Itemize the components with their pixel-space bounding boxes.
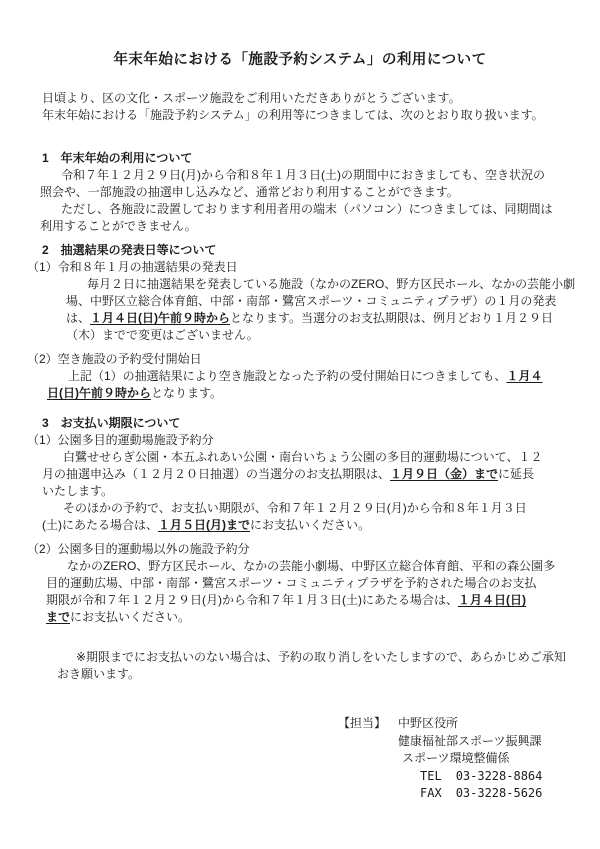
contact-department: 健康福祉部スポーツ振興課 xyxy=(398,733,542,748)
tel-number: 03-3228-8864 xyxy=(455,768,543,783)
paragraph-line: 令和７年１２月２９日(月)から令和８年１月３日(土)の期間中におきましても、空き状況の xyxy=(61,168,545,182)
contact-fax-line xyxy=(420,785,600,803)
paragraph-line xyxy=(47,368,600,385)
deadline-highlight: １月９日（金）まで xyxy=(390,467,499,481)
paragraph-line xyxy=(42,517,600,534)
text-run: にお支払いください。 xyxy=(70,610,191,624)
contact-unit: スポーツ環境整備係 xyxy=(402,751,510,765)
payment-warning-note xyxy=(57,649,600,683)
contact-block xyxy=(338,715,600,803)
note-line-2: おき願います。 xyxy=(57,667,141,681)
section-1-heading: 1 年末年始の利用について xyxy=(42,151,193,165)
contact-label: 【担当】 xyxy=(338,716,387,730)
intro-line-2: 年末年始における「施設予約システム」の利用等につきましては、次のとおり取り扱います。 xyxy=(42,108,544,122)
paragraph-line xyxy=(66,310,600,327)
text-run: 上記（1）の抽選結果により空き施設となった予約の受付開始日につきましても、 xyxy=(68,369,507,383)
paragraph-line xyxy=(46,592,600,609)
section-2-item-2-heading: （2）空き施設の予約受付開始日 xyxy=(27,352,202,366)
section-1-paragraph-1 xyxy=(40,167,600,201)
tel-label: TEL xyxy=(420,768,442,783)
text-run: 期限が令和７年１２月２９日(月)から令和７年１月３日(土)にあたる場合は、 xyxy=(46,593,458,607)
section-3-item-2-body xyxy=(46,558,600,626)
contact-line-org xyxy=(338,715,600,733)
section-3-item-1-paragraph-1 xyxy=(42,449,600,500)
deadline-highlight: 日(日)午前９時から xyxy=(47,386,151,400)
paragraph-line: いたします。 xyxy=(42,484,114,498)
deadline-highlight: １月４日(日) xyxy=(458,593,526,607)
paragraph-line: 場、中野区立総合体育館、中部・南部・鷺宮スポーツ・コミュニティプラザ）の１月の発表 xyxy=(66,294,557,308)
document-title: 年末年始における「施設予約システム」の利用について xyxy=(113,52,487,68)
deadline-highlight: まで xyxy=(46,610,71,624)
paragraph-line: 照会や、一部施設の抽選申し込みなど、通常どおり利用することができます。 xyxy=(40,185,459,199)
text-run: に延長 xyxy=(498,467,535,481)
paragraph-line xyxy=(46,609,600,626)
deadline-highlight: １月４ xyxy=(506,369,543,383)
deadline-highlight: １月５日(月)まで xyxy=(158,518,250,532)
section-3-heading: 3 お支払い期限について xyxy=(42,416,181,430)
paragraph-line: そのほかの予約で、お支払い期限が、令和７年１２月２９日(月)から令和８年１月３日 xyxy=(63,501,527,515)
paragraph-line: （木）までで変更はございません。 xyxy=(66,328,259,342)
text-run: 月の抽選申込み（１２月２０日抽選）の当選分のお支払期限は、 xyxy=(42,467,391,481)
fax-label: FAX xyxy=(420,786,442,800)
section-3-item-2-heading: （2）公園多目的運動場以外の施設予約分 xyxy=(27,542,250,556)
paragraph-line xyxy=(42,466,600,483)
text-run: にお支払いください。 xyxy=(250,518,371,532)
contact-organization: 中野区役所 xyxy=(398,716,459,730)
paragraph-line: 利用することができません。 xyxy=(40,219,197,233)
text-run: (土)にあたる場合は、 xyxy=(42,518,158,532)
note-line-1: ※期限までにお支払いのない場合は、予約の取り消しをいたしますので、あらかじめご承知 xyxy=(76,650,566,664)
section-2-item-1-body xyxy=(66,276,600,344)
paragraph-line: ただし、各施設に設置しております利用者用の端末（パソコン）につきましては、同期間は xyxy=(61,202,553,216)
section-2-item-1-heading: （1）令和８年１月の抽選結果の発表日 xyxy=(27,260,238,274)
paragraph-line: 白鷺せせらぎ公園・本五ふれあい公園・南台いちょう公園の多目的運動場について、１２ xyxy=(63,450,543,464)
section-2-item-2-body xyxy=(47,368,600,402)
fax-number: 03-3228-5626 xyxy=(455,786,543,800)
paragraph-line: 目的運動広場、中部・南部・鷺宮スポーツ・コミュニティプラザを予約された場合のお支払 xyxy=(46,576,537,590)
paragraph-line: なかのZERO、野方区民ホール、なかの芸能小劇場、中野区立総合体育館、平和の森公園多 xyxy=(67,559,556,573)
intro-line-1: 日頃より、区の文化・スポーツ施設をご利用いただきありがとうございます。 xyxy=(42,91,461,105)
text-run: となります。 xyxy=(151,386,223,400)
paragraph-line: 毎月２日に抽選結果を発表している施設（なかのZERO、野方区民ホール、なかの芸能小劇 xyxy=(87,277,576,291)
text-run: は、 xyxy=(66,311,91,325)
contact-tel-line xyxy=(420,768,600,786)
intro-paragraph xyxy=(42,90,570,124)
section-3-item-1-paragraph-2 xyxy=(42,500,600,534)
section-1-paragraph-2 xyxy=(40,201,600,235)
section-2-heading: 2 抽選結果の発表日等について xyxy=(42,243,217,257)
paragraph-line xyxy=(47,385,600,402)
deadline-highlight: １月４日(日)午前９時から xyxy=(90,311,231,325)
section-3-item-1-heading: （1）公園多目的運動場施設予約分 xyxy=(27,433,214,447)
text-run: となります。当選分のお支払期限は、例月どおり１月２９日 xyxy=(230,311,554,325)
